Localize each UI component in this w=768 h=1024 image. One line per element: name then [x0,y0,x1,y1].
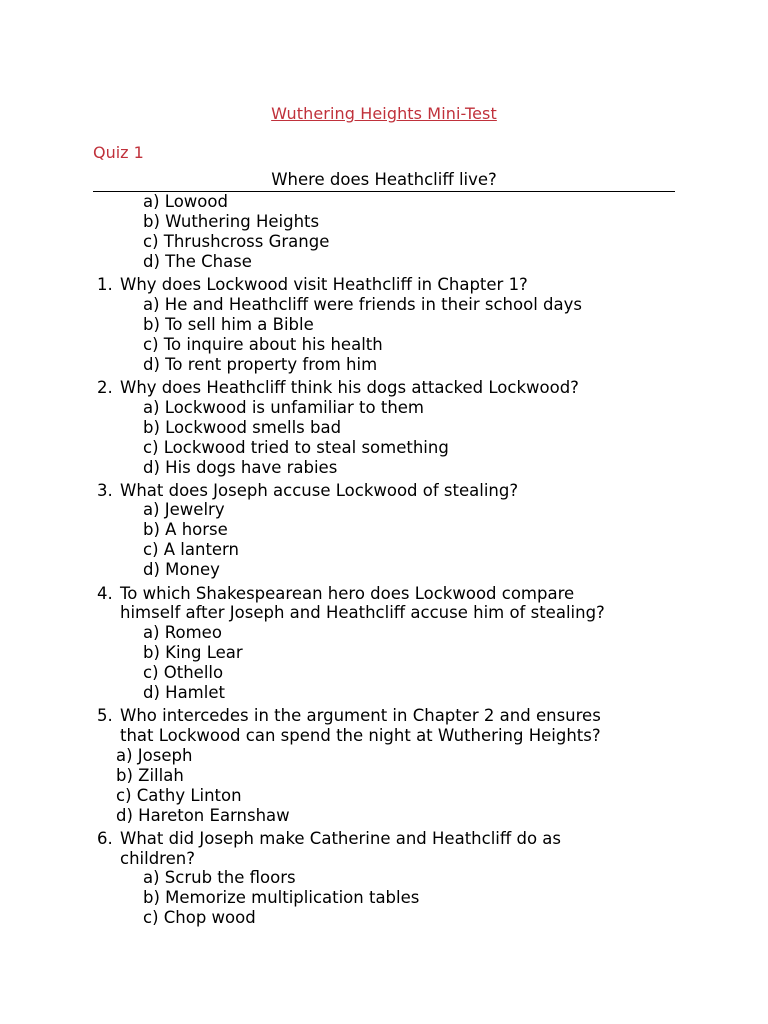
answer-option: a) Romeo [143,623,222,642]
answer-option: a) He and Heathcliff were friends in their school days [143,295,582,314]
question-text: Why does Lockwood visit Heathcliff in Chapter 1? [120,275,528,294]
question-text: Who intercedes in the argument in Chapter 2 and ensures [120,706,601,725]
question-text: What does Joseph accuse Lockwood of stealing? [120,481,519,500]
answer-option: b) King Lear [143,643,243,662]
answer-option: c) Lockwood tried to steal something [143,438,449,457]
answer-option: b) A horse [143,520,228,539]
question-number: 4. [97,584,113,603]
question-text: children? [120,849,195,868]
answer-option: d) Hareton Earnshaw [116,806,290,825]
question-number: 6. [97,829,113,848]
answer-option: d) To rent property from him [143,355,378,374]
answer-option: b) Memorize multiplication tables [143,888,420,907]
question-number: 5. [97,706,113,725]
answer-option: d) Hamlet [143,683,225,702]
intro-option-d: d) The Chase [143,252,252,271]
question-text: that Lockwood can spend the night at Wuthering Heights? [120,726,601,745]
answer-option: a) Jewelry [143,500,225,519]
answer-option: c) Cathy Linton [116,786,242,805]
answer-option: c) Othello [143,663,224,682]
question-text: What did Joseph make Catherine and Heathcliff do as [120,829,561,848]
question-number: 2. [97,378,113,397]
answer-option: b) Zillah [116,766,184,785]
quiz-label: Quiz 1 [93,143,144,162]
intro-option-c: c) Thrushcross Grange [143,232,330,251]
answer-option: a) Scrub the floors [143,868,296,887]
question-text: To which Shakespearean hero does Lockwood compare [120,584,575,603]
answer-option: c) Chop wood [143,908,256,927]
question-text: himself after Joseph and Heathcliff accuse him of stealing? [120,603,605,622]
question-number: 3. [97,481,113,500]
question-text: Why does Heathcliff think his dogs attacked Lockwood? [120,378,579,397]
answer-option: a) Lockwood is unfamiliar to them [143,398,425,417]
answer-option: d) His dogs have rabies [143,458,338,477]
document-title: Wuthering Heights Mini-Test [271,104,497,123]
intro-option-a: a) Lowood [143,192,228,211]
answer-option: a) Joseph [116,746,193,765]
answer-option: c) To inquire about his health [143,335,383,354]
question-number: 1. [97,275,113,294]
intro-question: Where does Heathcliff live? [93,170,675,192]
intro-option-b: b) Wuthering Heights [143,212,320,231]
answer-option: c) A lantern [143,540,240,559]
answer-option: d) Money [143,560,220,579]
answer-option: b) Lockwood smells bad [143,418,342,437]
answer-option: b) To sell him a Bible [143,315,314,334]
